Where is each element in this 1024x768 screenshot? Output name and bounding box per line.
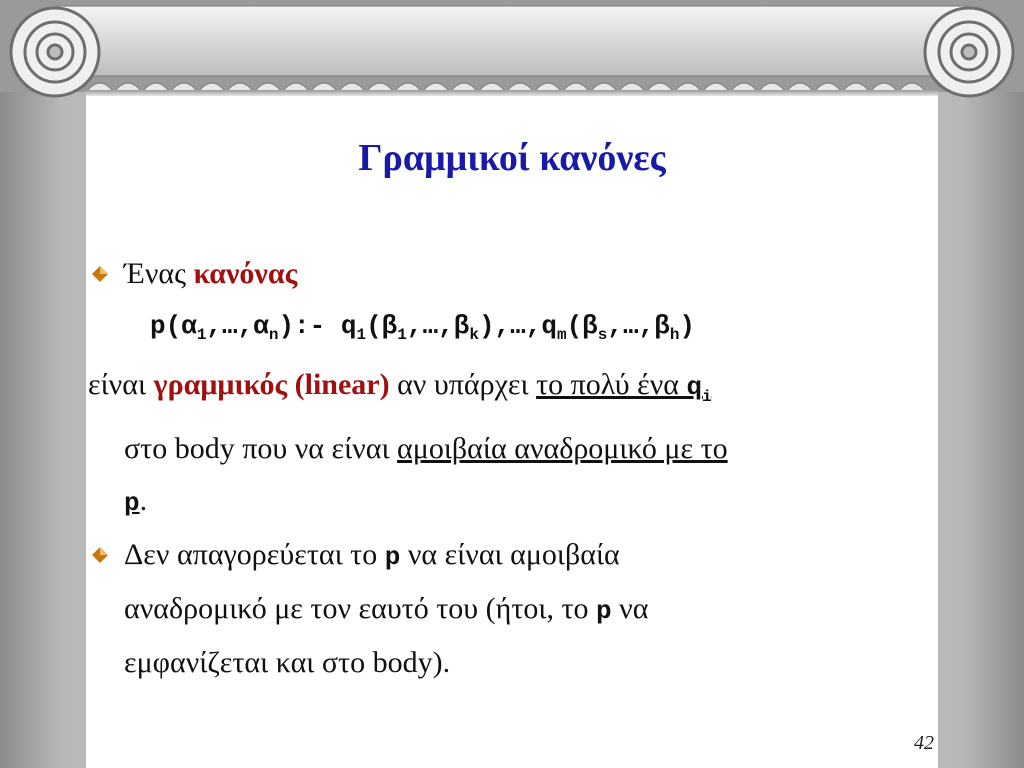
diamond-bullet-icon <box>92 547 108 563</box>
bullet1-lead: Ένας <box>124 257 194 290</box>
diamond-bullet-icon <box>92 266 108 282</box>
linear-definition: είναι γραμμικός (linear) αν υπάρχει το πολύ ένα $q_i$ στο body που να είναι αμοιβαία αναδρομικό με το p. <box>88 368 728 519</box>
page-number: 42 <box>914 732 934 754</box>
mutually-recursive-phrase: αμοιβαία αναδρομικό με το <box>397 432 728 466</box>
column-capital-decoration <box>0 0 1024 100</box>
bullet1-term: κανόνας <box>193 257 298 290</box>
rule-formula: $p(\alpha_1,\dots,\alpha_n):-$ $q_1(\beta_1,\dots,\beta_k),\dots,q_m(\beta_s,\dots,\beta_h)$ <box>150 311 696 345</box>
slide-content <box>88 248 938 689</box>
bullet-item-rule <box>88 248 938 300</box>
slide-title: Γραμμικοί κανόνες <box>358 137 666 179</box>
p-variable: p <box>124 488 140 519</box>
left-volute-icon <box>11 8 99 96</box>
at-most-one-phrase: το πολύ ένα $q_i$ <box>536 368 712 407</box>
linear-term: γραμμικός (linear) <box>153 368 390 402</box>
bullet-item-self-recursion: Δεν απαγορεύεται το p να είναι αμοιβαία αναδρομικό με τον εαυτό του (ήτοι, το p να εμφανίζεται και στο body). <box>88 529 938 689</box>
right-volute-icon <box>925 8 1013 96</box>
